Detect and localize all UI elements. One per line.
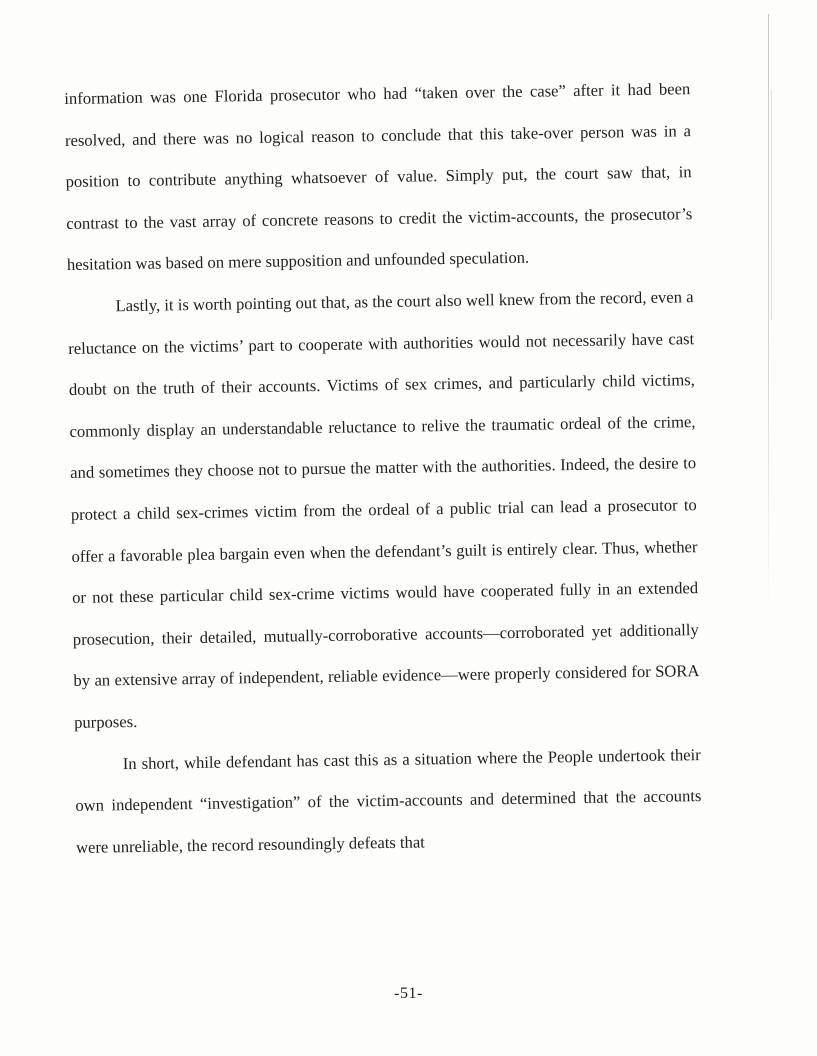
margin-rule [768,14,769,614]
paragraph-in-short: In short, while defendant has cast this as a situation where the People undertook their own independent “investigation” of the victim-accounts and determined that the accounts were unreliable, the record resoundingly defeats that [75,744,702,857]
paragraph-lastly: Lastly, it is worth pointing out that, as the court also well knew from the record, even a reluctance on the victims’ part to cooperate with authorities would not necessarily have cast doubt on the truth of their accounts. Victims of sex crimes, and particularly child victims, commonly display an understandable reluctance to relive the traumatic ordeal of the crime, and sometimes they choose not to pursue the matter with the authorities. Indeed, the desire to protect a child sex-crimes victim from the ordeal of a public trial can lead a prosecutor to offer a favorable plea bargain even when the defendant’s guilt is entirely clear. Thus, whether or not these particular child sex-crime victims would have cooperated fully in an extended prosecution, their detailed, mutually-corroborative accounts—corroborated yet additionally by an extensive array of independent, reliable evidence—were properly considered for SORA purposes. [68,287,700,732]
document-body [64,68,702,868]
margin-rule-secondary [771,90,772,320]
page-number: -51- [394,985,423,1002]
paragraph-continuation: information was one Florida prosecutor who had “taken over the case” after it had been resolved, and there was no logical reason to conclude that this take-over person was in a position to contribute anything whatsoever of value. Simply put, the court saw that, in contrast to the vast array of concrete reasons to credit the victim-accounts, the prosecutor’s hesitation was based on mere supposition and unfounded speculation. [64,79,693,275]
